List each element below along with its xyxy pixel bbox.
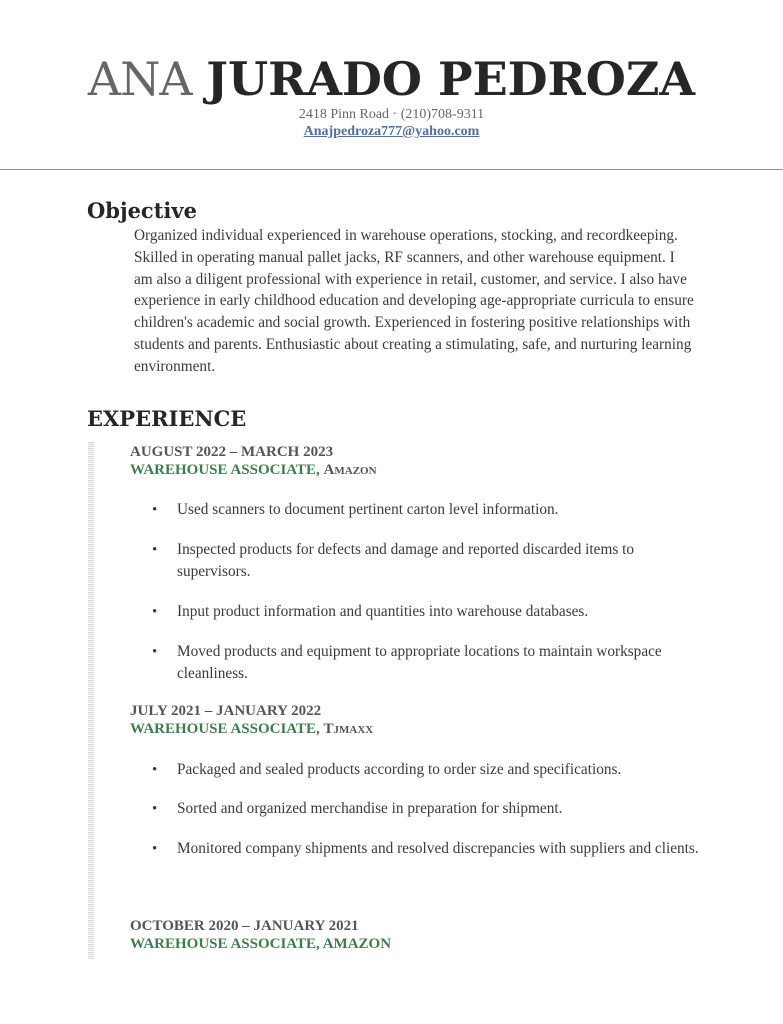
job-dates: AUGUST 2022 – MARCH 2023 [130, 444, 334, 460]
first-name: ANA [87, 52, 192, 106]
experience-side-bar [88, 442, 94, 960]
bullet-icon: • [152, 762, 158, 778]
bullet-icon: • [152, 502, 158, 518]
email-line [0, 123, 783, 141]
resume-header [0, 0, 783, 170]
job-title [130, 935, 391, 953]
job-dates: JULY 2021 – JANUARY 2022 [130, 703, 322, 719]
email-link[interactable]: Anajpedroza777@yahoo.com [303, 124, 480, 139]
candidate-name [0, 52, 783, 106]
job-company: Tjmaxx [323, 721, 374, 737]
job-role: WAREHOUSE ASSOCIATE, [130, 721, 320, 737]
bullet-icon: • [152, 542, 158, 558]
objective-text: Organized individual experienced in warehouse operations, stocking, and recordkeeping. Skilled in operating manual pallet jacks, RF scanners, and other warehouse equipment. I am also a diligent professional with experience in retail, customer, and service. I also have experience in early childhood education and developing age-appropriate curricula to ensure children's academic and social growth. Experienced in fostering positive relationships with students and parents. Enthusiastic about creating a stimulating, safe, and nurturing learning environment. [134, 227, 694, 375]
job-bullet: Packaged and sealed products according to order size and specifications. [177, 761, 622, 778]
job-company: AMAZON [322, 936, 392, 952]
bullet-icon: • [152, 604, 158, 620]
contact-line: 2418 Pinn Road · (210)708-9311 [298, 107, 485, 122]
bullet-icon: • [152, 801, 158, 817]
bullet-icon: • [152, 644, 158, 660]
job-company: Amazon [323, 462, 377, 478]
job-bullet: Moved products and equipment to appropriate locations to maintain workspace cleanliness. [177, 643, 662, 682]
job-bullet: Sorted and organized merchandise in preparation for shipment. [177, 800, 563, 817]
job-title [130, 720, 373, 738]
last-name: JURADO PEDROZA [206, 52, 696, 106]
job-role: WAREHOUSE ASSOCIATE, [130, 936, 320, 952]
header-divider [0, 169, 783, 170]
experience-heading: EXPERIENCE [87, 406, 247, 431]
job-bullet: Used scanners to document pertinent carton level information. [177, 501, 559, 518]
job-bullet: Monitored company shipments and resolved discrepancies with suppliers and clients. [177, 840, 699, 857]
bullet-icon: • [152, 841, 158, 857]
job-dates: OCTOBER 2020 – JANUARY 2021 [130, 918, 359, 934]
job-title [130, 461, 377, 479]
job-bullet: Inspected products for defects and damage and reported discarded items to supervisors. [177, 541, 635, 580]
objective-heading: Objective [87, 198, 197, 223]
job-role: WAREHOUSE ASSOCIATE, [130, 462, 320, 478]
job-bullet: Input product information and quantities into warehouse databases. [177, 603, 589, 620]
